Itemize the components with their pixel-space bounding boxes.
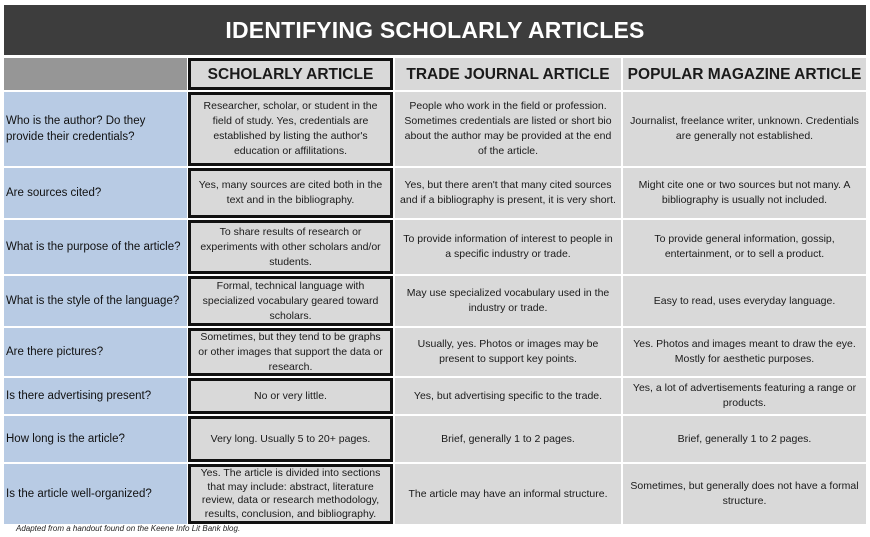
popular-cell: Yes, a lot of advertisements featuring a range or products. <box>623 378 866 414</box>
question-organization: Is the article well-organized? <box>4 464 187 524</box>
scholarly-cell: Formal, technical language with specialized vocabulary geared toward scholars. <box>188 276 393 326</box>
popular-cell: Brief, generally 1 to 2 pages. <box>623 416 866 462</box>
table-row <box>4 220 866 274</box>
table-row <box>4 276 866 326</box>
question-length: How long is the article? <box>4 416 187 462</box>
trade-cell: The article may have an informal structure. <box>395 464 621 524</box>
scholarly-cell: Researcher, scholar, or student in the field of study. Yes, credentials are established by listing the author's education or affilitations. <box>188 92 393 166</box>
popular-cell: Easy to read, uses everyday language. <box>623 276 866 326</box>
trade-cell: Usually, yes. Photos or images may be present to support key points. <box>395 328 621 376</box>
table-row <box>4 416 866 462</box>
scholarly-cell: Sometimes, but they tend to be graphs or other images that support the data or research. <box>188 328 393 376</box>
scholarly-cell: Yes, many sources are cited both in the text and in the bibliography. <box>188 168 393 218</box>
trade-cell: May use specialized vocabulary used in the industry or trade. <box>395 276 621 326</box>
popular-cell: Sometimes, but generally does not have a formal structure. <box>623 464 866 524</box>
scholarly-cell: Yes. The article is divided into sections that may include: abstract, literature review, data or research methodology, results, conclusion, and bibliography. <box>188 464 393 524</box>
header-trade-journal-article: TRADE JOURNAL ARTICLE <box>395 58 621 90</box>
table-header-row <box>4 58 866 90</box>
popular-cell: Journalist, freelance writer, unknown. Credentials are generally not established. <box>623 92 866 166</box>
header-blank-cell <box>4 58 187 90</box>
table-row <box>4 378 866 414</box>
question-advertising: Is there advertising present? <box>4 378 187 414</box>
question-style: What is the style of the language? <box>4 276 187 326</box>
table-row <box>4 92 866 166</box>
header-scholarly-article: SCHOLARLY ARTICLE <box>188 58 393 90</box>
popular-cell: To provide general information, gossip, entertainment, or to sell a product. <box>623 220 866 274</box>
scholarly-cell: To share results of research or experiments with other scholars and/or students. <box>188 220 393 274</box>
table-row <box>4 328 866 376</box>
question-author: Who is the author? Do they provide their credentials? <box>4 92 187 166</box>
question-pictures: Are there pictures? <box>4 328 187 376</box>
trade-cell: Yes, but advertising specific to the trade. <box>395 378 621 414</box>
table-row <box>4 464 866 524</box>
trade-cell: Yes, but there aren't that many cited sources and if a bibliography is present, it is very short. <box>395 168 621 218</box>
source-attribution: Adapted from a handout found on the Keene Info Lit Bank blog. <box>16 524 241 533</box>
scholarly-cell: Very long. Usually 5 to 20+ pages. <box>188 416 393 462</box>
question-purpose: What is the purpose of the article? <box>4 220 187 274</box>
table-row <box>4 168 866 218</box>
scholarly-cell: No or very little. <box>188 378 393 414</box>
trade-cell: To provide information of interest to people in a specific industry or trade. <box>395 220 621 274</box>
trade-cell: Brief, generally 1 to 2 pages. <box>395 416 621 462</box>
popular-cell: Might cite one or two sources but not many. A bibliography is usually not included. <box>623 168 866 218</box>
trade-cell: People who work in the field or profession. Sometimes credentials are listed or short bio about the author may be provided at the end of the article. <box>395 92 621 166</box>
header-popular-magazine-article: POPULAR MAGAZINE ARTICLE <box>623 58 866 90</box>
popular-cell: Yes. Photos and images meant to draw the eye. Mostly for aesthetic purposes. <box>623 328 866 376</box>
question-sources: Are sources cited? <box>4 168 187 218</box>
page-title: IDENTIFYING SCHOLARLY ARTICLES <box>4 5 866 55</box>
